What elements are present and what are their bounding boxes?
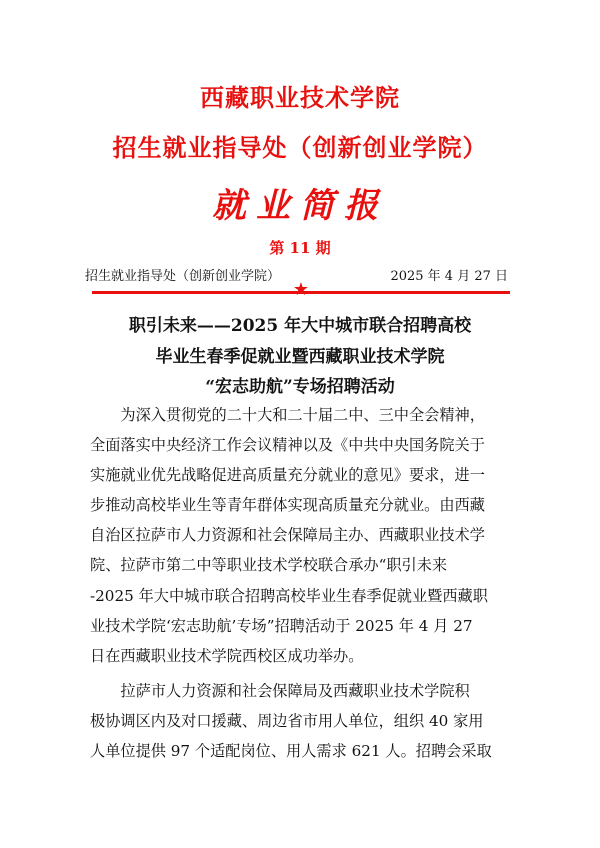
star-icon: ★ bbox=[292, 279, 310, 300]
paragraph-line: 院、拉萨市第二中等职业技术学校联合承办“职引未来 bbox=[90, 556, 448, 575]
article-title-line2: 毕业生春季促就业暨西藏职业技术学院 bbox=[155, 347, 445, 367]
paragraph-line: 拉萨市人力资源和社会保障局及西藏职业技术学院积 bbox=[90, 682, 470, 700]
masthead-title: 就业简报 bbox=[212, 186, 388, 226]
issue-number: 第 11 期 bbox=[269, 239, 331, 257]
article-paragraph-1 bbox=[90, 400, 510, 671]
paragraph-line: 日在西藏职业技术学院西校区成功举办。 bbox=[90, 646, 364, 665]
article-title-line3: “宏志助航”专场招聘活动 bbox=[205, 377, 395, 397]
publish-date: 2025 年 4 月 27 日 bbox=[390, 269, 508, 284]
article-title-line1: 职引未来——2025 年大中城市联合招聘高校 bbox=[128, 316, 472, 336]
paragraph-line: 为深入贯彻党的二十大和二十届二中、三中全会精神， bbox=[90, 406, 485, 424]
paragraph-line: 步推动高校毕业生等青年群体实现高质量充分就业。由西藏 bbox=[90, 496, 485, 515]
org-name-line1: 西藏职业技术学院 bbox=[200, 84, 400, 112]
paragraph-line: 人单位提供 97 个适配岗位、用人需求 621 人。招聘会采取 bbox=[90, 742, 492, 761]
publisher-label: 招生就业指导处（创新创业学院） bbox=[85, 269, 281, 284]
paragraph-line: -2025 年大中城市联合招聘高校毕业生春季促就业暨西藏职 bbox=[90, 586, 488, 605]
paragraph-line: 业技术学院‘宏志助航’专场”招聘活动于 2025 年 4 月 27 bbox=[90, 616, 473, 635]
org-name-line2: 招生就业指导处（创新创业学院） bbox=[112, 134, 488, 162]
paragraph-line: 极协调区内及对口援藏、周边省市用人单位，组织 40 家用 bbox=[90, 712, 484, 731]
article-paragraph-2 bbox=[90, 676, 510, 766]
paragraph-line: 实施就业优先战略促进高质量充分就业的意见》要求，进一 bbox=[90, 466, 485, 485]
paragraph-line: 自治区拉萨市人力资源和社会保障局主办、西藏职业技术学 bbox=[90, 526, 485, 545]
paragraph-line: 全面落实中央经济工作会议精神以及《中共中央国务院关于 bbox=[90, 436, 485, 455]
